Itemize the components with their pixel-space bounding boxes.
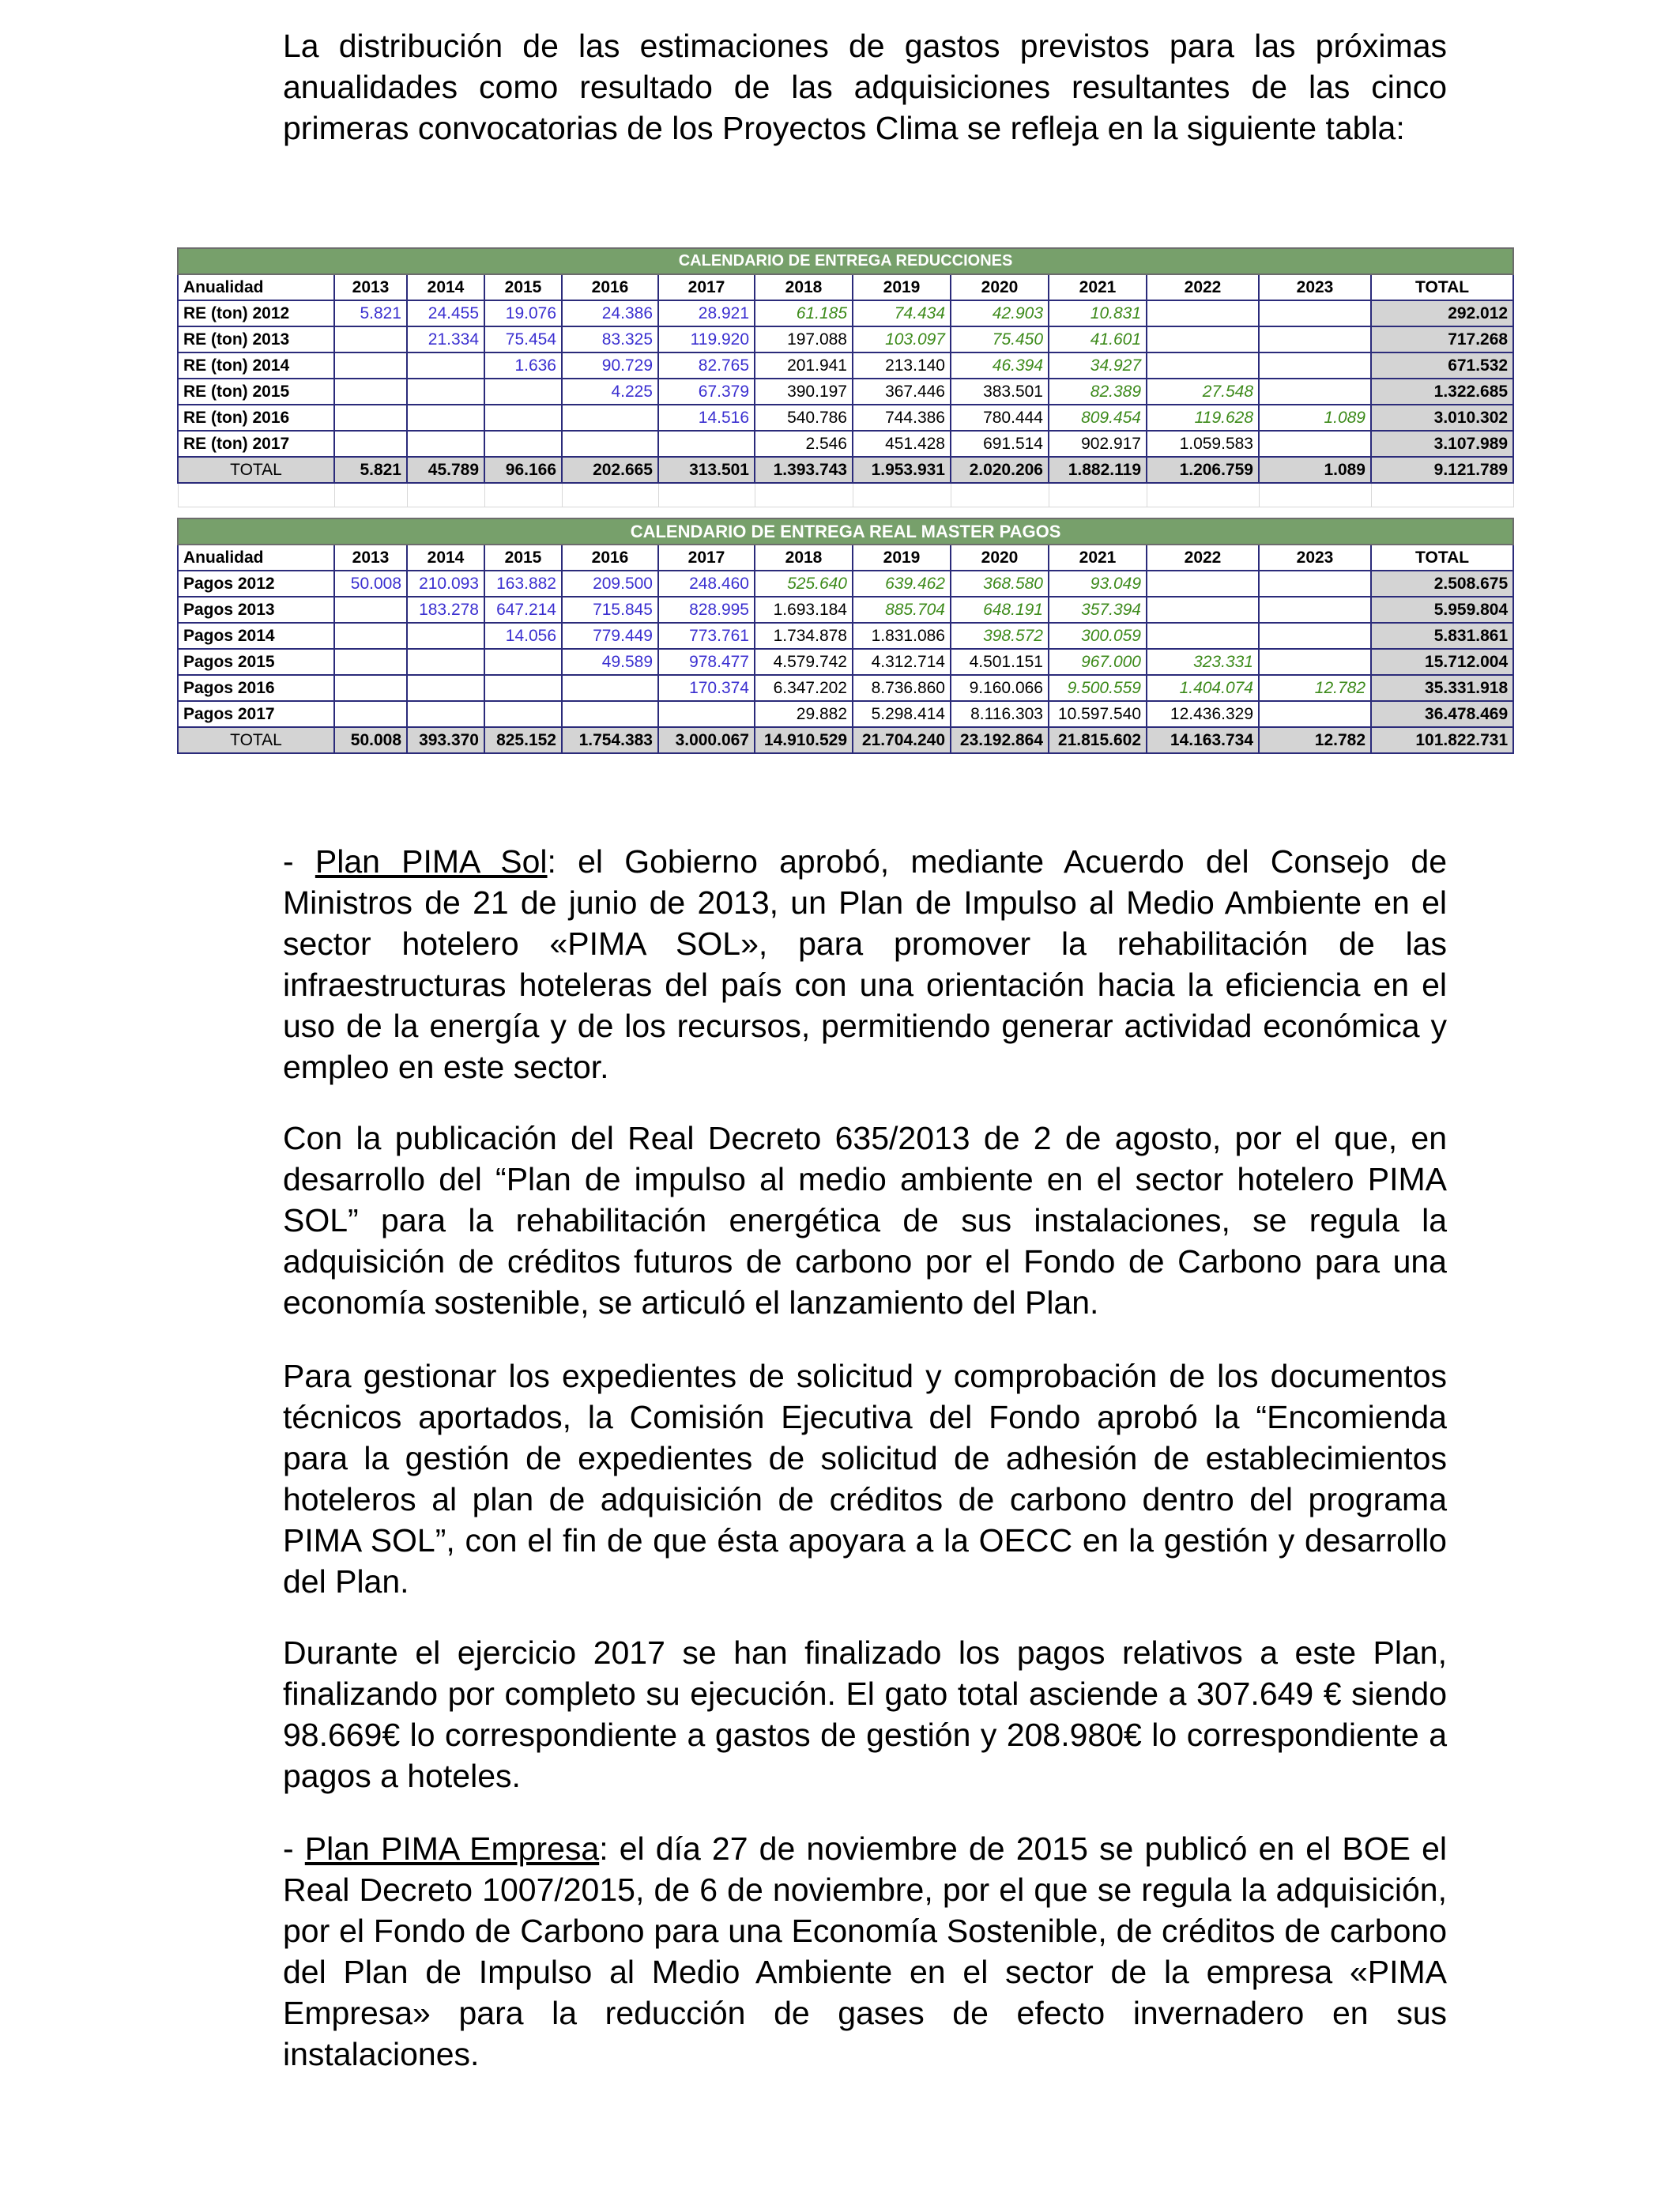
spacer-cell	[853, 483, 951, 507]
row-label: Pagos 2017	[178, 701, 334, 727]
column-header: 2013	[334, 545, 407, 571]
row-total: 35.331.918	[1371, 675, 1513, 701]
table-row	[178, 379, 1513, 405]
spacer-cell	[407, 483, 484, 507]
table-cell: 744.386	[853, 405, 951, 431]
table-cell	[334, 623, 407, 649]
table-row	[178, 326, 1513, 352]
reducciones-table	[177, 247, 1514, 507]
pima-empresa-prefix: -	[283, 1830, 305, 1867]
column-header: 2016	[562, 545, 658, 571]
table-row	[178, 405, 1513, 431]
table-cell	[1259, 379, 1371, 405]
table-cell	[1259, 649, 1371, 675]
table-row	[178, 571, 1513, 597]
table-cell: 24.455	[407, 300, 484, 326]
table-cell	[334, 597, 407, 623]
table-cell	[484, 649, 562, 675]
table-cell: 367.446	[853, 379, 951, 405]
total-cell: 12.782	[1259, 727, 1371, 753]
intro-paragraph: La distribución de las estimaciones de gastos previstos para las próximas anualidades como resultado de las adquisiciones resultantes de las cinco primeras convocatorias de los Proyectos Clima se refleja en la siguiente tabla:	[283, 28, 1447, 146]
table-cell: 21.334	[407, 326, 484, 352]
row-total: 3.010.302	[1371, 405, 1513, 431]
spacer-cell	[658, 483, 755, 507]
table-cell: 201.941	[755, 352, 853, 379]
pima-sol-text: : el Gobierno aprobó, mediante Acuerdo del Consejo de Ministros de 21 de junio de 2013, un Plan de Impulso al Medio Ambiente en el sector hotelero «PIMA SOL», para promover la rehabilitación de las infraestructuras hoteleras del país con una orientación hacia la eficiencia en el uso de la energía y de los recursos, permitiendo generar actividad económica y empleo en este sector.	[283, 843, 1447, 1085]
table-cell: 50.008	[334, 571, 407, 597]
table-cell: 1.059.583	[1147, 431, 1259, 457]
table-cell: 715.845	[562, 597, 658, 623]
table-cell	[334, 326, 407, 352]
table-cell: 12.782	[1259, 675, 1371, 701]
table-cell	[407, 405, 484, 431]
row-total: 36.478.469	[1371, 701, 1513, 727]
table-cell: 967.000	[1049, 649, 1147, 675]
table-cell: 14.516	[658, 405, 755, 431]
table-cell: 639.462	[853, 571, 951, 597]
table-cell: 4.579.742	[755, 649, 853, 675]
table-cell: 4.225	[562, 379, 658, 405]
table-row	[178, 675, 1513, 701]
row-label: Pagos 2014	[178, 623, 334, 649]
column-header: 2020	[951, 274, 1049, 300]
total-cell: 1.393.743	[755, 457, 853, 483]
total-cell: 393.370	[407, 727, 484, 753]
table-cell	[484, 431, 562, 457]
total-row	[178, 457, 1513, 483]
table-cell: 368.580	[951, 571, 1049, 597]
column-header: 2018	[755, 545, 853, 571]
pagos-table-wrap	[177, 518, 1512, 754]
table-cell: 1.693.184	[755, 597, 853, 623]
spacer-cell	[484, 483, 562, 507]
table-cell: 46.394	[951, 352, 1049, 379]
table-cell: 8.736.860	[853, 675, 951, 701]
table-cell: 119.628	[1147, 405, 1259, 431]
spacer-cell	[334, 483, 407, 507]
table-cell: 1.734.878	[755, 623, 853, 649]
row-total: 15.712.004	[1371, 649, 1513, 675]
table-cell: 691.514	[951, 431, 1049, 457]
table-cell: 5.821	[334, 300, 407, 326]
table-cell	[1259, 352, 1371, 379]
row-label: Pagos 2012	[178, 571, 334, 597]
table-cell: 12.436.329	[1147, 701, 1259, 727]
total-cell: 1.206.759	[1147, 457, 1259, 483]
row-total: 5.831.861	[1371, 623, 1513, 649]
table-cell	[334, 701, 407, 727]
spacer-row	[178, 483, 1513, 507]
total-row	[178, 727, 1513, 753]
row-total: 292.012	[1371, 300, 1513, 326]
total-cell: 1.882.119	[1049, 457, 1147, 483]
table-cell: 74.434	[853, 300, 951, 326]
table-row	[178, 649, 1513, 675]
table-cell: 14.056	[484, 623, 562, 649]
table-cell	[334, 379, 407, 405]
table-cell: 779.449	[562, 623, 658, 649]
spacer-cell	[1371, 483, 1513, 507]
table-cell: 42.903	[951, 300, 1049, 326]
table-cell: 1.831.086	[853, 623, 951, 649]
table-cell	[484, 675, 562, 701]
table-cell	[1259, 326, 1371, 352]
table-row	[178, 597, 1513, 623]
table-cell: 648.191	[951, 597, 1049, 623]
table-cell	[1147, 571, 1259, 597]
reducciones-table-wrap	[177, 247, 1512, 507]
column-header: 2023	[1259, 274, 1371, 300]
total-cell: 23.192.864	[951, 727, 1049, 753]
table-cell	[484, 701, 562, 727]
table-cell: 93.049	[1049, 571, 1147, 597]
total-cell: 202.665	[562, 457, 658, 483]
column-header: 2017	[658, 545, 755, 571]
pagos-table	[177, 518, 1514, 754]
table-cell	[1147, 300, 1259, 326]
column-header: 2019	[853, 274, 951, 300]
row-label: RE (ton) 2017	[178, 431, 334, 457]
table-cell: 885.704	[853, 597, 951, 623]
column-header: 2018	[755, 274, 853, 300]
table-cell: 4.501.151	[951, 649, 1049, 675]
table-cell	[407, 649, 484, 675]
column-header: TOTAL	[1371, 274, 1513, 300]
table-cell	[1147, 352, 1259, 379]
table-cell: 183.278	[407, 597, 484, 623]
table-cell	[407, 701, 484, 727]
table-cell: 8.116.303	[951, 701, 1049, 727]
total-cell: 5.821	[334, 457, 407, 483]
table-cell	[562, 701, 658, 727]
table-cell	[1259, 300, 1371, 326]
table-cell: 75.450	[951, 326, 1049, 352]
table-cell: 28.921	[658, 300, 755, 326]
table-cell: 248.460	[658, 571, 755, 597]
row-label: RE (ton) 2012	[178, 300, 334, 326]
column-header: 2019	[853, 545, 951, 571]
table-cell: 398.572	[951, 623, 1049, 649]
pima-sol-prefix: -	[283, 843, 315, 880]
table-cell	[334, 649, 407, 675]
table-cell	[658, 431, 755, 457]
table-cell	[484, 405, 562, 431]
total-cell: 14.163.734	[1147, 727, 1259, 753]
table-cell	[1259, 597, 1371, 623]
table-title-row	[178, 518, 1513, 545]
spacer-cell	[755, 483, 853, 507]
table-cell: 525.640	[755, 571, 853, 597]
column-header: 2022	[1147, 545, 1259, 571]
table-cell: 6.347.202	[755, 675, 853, 701]
table-cell: 540.786	[755, 405, 853, 431]
table-cell: 83.325	[562, 326, 658, 352]
table-cell: 61.185	[755, 300, 853, 326]
table-header-row	[178, 274, 1513, 300]
column-header: 2014	[407, 274, 484, 300]
table-cell: 82.389	[1049, 379, 1147, 405]
column-header: 2021	[1049, 545, 1147, 571]
grand-total: 101.822.731	[1371, 727, 1513, 753]
table-cell: 170.374	[658, 675, 755, 701]
spacer-cell	[1049, 483, 1147, 507]
table-cell	[1259, 623, 1371, 649]
total-cell: 1.089	[1259, 457, 1371, 483]
table-cell: 1.636	[484, 352, 562, 379]
total-label: TOTAL	[178, 727, 334, 753]
column-header: 2023	[1259, 545, 1371, 571]
table-cell	[562, 675, 658, 701]
table-cell: 213.140	[853, 352, 951, 379]
table-cell: 163.882	[484, 571, 562, 597]
table-cell: 24.386	[562, 300, 658, 326]
table-cell: 773.761	[658, 623, 755, 649]
table-cell: 90.729	[562, 352, 658, 379]
table-cell: 41.601	[1049, 326, 1147, 352]
total-cell: 1.953.931	[853, 457, 951, 483]
table-row	[178, 352, 1513, 379]
table-cell: 902.917	[1049, 431, 1147, 457]
total-cell: 50.008	[334, 727, 407, 753]
total-cell: 96.166	[484, 457, 562, 483]
table-cell: 27.548	[1147, 379, 1259, 405]
table-title: CALENDARIO DE ENTREGA REDUCCIONES	[178, 248, 1513, 274]
real-decreto-paragraph: Con la publicación del Real Decreto 635/2013 de 2 de agosto, por el que, en desarrollo del “Plan de impulso al medio ambiente en el sector hotelero PIMA SOL” para la rehabilitación energética de sus instalaciones, se regula la adquisición de créditos futuros de carbono por el Fondo de Carbono para una economía sostenible, se articuló el lanzamiento del Plan.	[283, 1120, 1447, 1321]
table-cell: 75.454	[484, 326, 562, 352]
spacer-cell	[1147, 483, 1259, 507]
table-row	[178, 623, 1513, 649]
column-header: Anualidad	[178, 545, 334, 571]
table-cell: 197.088	[755, 326, 853, 352]
table-cell: 5.298.414	[853, 701, 951, 727]
table-cell	[334, 675, 407, 701]
row-label: Pagos 2016	[178, 675, 334, 701]
column-header: 2014	[407, 545, 484, 571]
column-header: 2020	[951, 545, 1049, 571]
row-total: 2.508.675	[1371, 571, 1513, 597]
total-cell: 825.152	[484, 727, 562, 753]
table-cell: 390.197	[755, 379, 853, 405]
table-cell: 9.500.559	[1049, 675, 1147, 701]
table-cell	[484, 379, 562, 405]
column-header: 2022	[1147, 274, 1259, 300]
table-cell	[334, 431, 407, 457]
spacer-cell	[178, 483, 334, 507]
spacer-cell	[951, 483, 1049, 507]
table-cell: 978.477	[658, 649, 755, 675]
table-cell: 647.214	[484, 597, 562, 623]
total-cell: 3.000.067	[658, 727, 755, 753]
ejercicio-paragraph: Durante el ejercicio 2017 se han finalizado los pagos relativos a este Plan, finalizando por completo su ejecución. El gato total asciende a 307.649 € siendo 98.669€ lo correspondiente a gastos de gestión y 208.980€ lo correspondiente a pagos a hoteles.	[283, 1634, 1447, 1794]
table-cell: 82.765	[658, 352, 755, 379]
table-cell: 828.995	[658, 597, 755, 623]
table-cell: 780.444	[951, 405, 1049, 431]
total-cell: 1.754.383	[562, 727, 658, 753]
column-header: 2021	[1049, 274, 1147, 300]
table-row	[178, 431, 1513, 457]
table-cell: 34.927	[1049, 352, 1147, 379]
table-cell: 209.500	[562, 571, 658, 597]
total-cell: 313.501	[658, 457, 755, 483]
table-cell: 300.059	[1049, 623, 1147, 649]
table-cell	[1147, 597, 1259, 623]
row-label: RE (ton) 2015	[178, 379, 334, 405]
pima-sol-heading: Plan PIMA Sol	[315, 843, 548, 880]
pima-empresa-heading: Plan PIMA Empresa	[304, 1830, 600, 1867]
table-cell	[407, 431, 484, 457]
table-cell: 9.160.066	[951, 675, 1049, 701]
column-header: 2013	[334, 274, 407, 300]
table-cell	[1259, 571, 1371, 597]
column-header: 2015	[484, 274, 562, 300]
table-cell	[1259, 431, 1371, 457]
table-cell: 49.589	[562, 649, 658, 675]
spacer-cell	[562, 483, 658, 507]
row-label: RE (ton) 2014	[178, 352, 334, 379]
table-cell: 1.089	[1259, 405, 1371, 431]
table-cell: 451.428	[853, 431, 951, 457]
table-cell	[407, 379, 484, 405]
table-cell	[407, 352, 484, 379]
table-cell	[334, 352, 407, 379]
table-title: CALENDARIO DE ENTREGA REAL MASTER PAGOS	[178, 518, 1513, 545]
table-cell	[658, 701, 755, 727]
table-cell	[1147, 623, 1259, 649]
row-total: 1.322.685	[1371, 379, 1513, 405]
table-cell: 1.404.074	[1147, 675, 1259, 701]
table-cell: 210.093	[407, 571, 484, 597]
table-cell: 10.831	[1049, 300, 1147, 326]
table-cell: 10.597.540	[1049, 701, 1147, 727]
table-cell	[562, 431, 658, 457]
total-cell: 2.020.206	[951, 457, 1049, 483]
spacer-cell	[1259, 483, 1371, 507]
column-header: Anualidad	[178, 274, 334, 300]
row-total: 5.959.804	[1371, 597, 1513, 623]
row-label: RE (ton) 2013	[178, 326, 334, 352]
column-header: 2015	[484, 545, 562, 571]
table-cell: 383.501	[951, 379, 1049, 405]
total-label: TOTAL	[178, 457, 334, 483]
table-row	[178, 300, 1513, 326]
table-cell	[407, 623, 484, 649]
row-total: 671.532	[1371, 352, 1513, 379]
table-cell	[1147, 326, 1259, 352]
table-cell: 19.076	[484, 300, 562, 326]
table-cell: 67.379	[658, 379, 755, 405]
table-cell: 29.882	[755, 701, 853, 727]
table-cell	[562, 405, 658, 431]
row-label: Pagos 2013	[178, 597, 334, 623]
total-cell: 21.704.240	[853, 727, 951, 753]
pima-empresa-paragraph	[283, 1828, 1447, 2075]
table-cell	[334, 405, 407, 431]
pima-sol-paragraph	[283, 841, 1447, 1088]
table-title-row	[178, 248, 1513, 274]
table-cell: 4.312.714	[853, 649, 951, 675]
table-cell: 357.394	[1049, 597, 1147, 623]
column-header: 2017	[658, 274, 755, 300]
table-row	[178, 701, 1513, 727]
row-total: 717.268	[1371, 326, 1513, 352]
total-cell: 21.815.602	[1049, 727, 1147, 753]
table-cell	[407, 675, 484, 701]
row-label: Pagos 2015	[178, 649, 334, 675]
table-cell: 103.097	[853, 326, 951, 352]
row-total: 3.107.989	[1371, 431, 1513, 457]
table-cell: 323.331	[1147, 649, 1259, 675]
total-cell: 14.910.529	[755, 727, 853, 753]
table-header-row	[178, 545, 1513, 571]
total-cell: 45.789	[407, 457, 484, 483]
table-cell	[1259, 701, 1371, 727]
grand-total: 9.121.789	[1371, 457, 1513, 483]
row-label: RE (ton) 2016	[178, 405, 334, 431]
gestionar-paragraph: Para gestionar los expedientes de solicitud y comprobación de los documentos técnicos aportados, la Comisión Ejecutiva del Fondo aprobó la “Encomienda para la gestión de expedientes de solicitud de adhesión de establecimientos hoteleros al plan de adquisición de créditos de carbono dentro del programa PIMA SOL”, con el fin de que ésta apoyara a la OECC en la gestión y desarrollo del Plan.	[283, 1358, 1447, 1600]
pima-empresa-text: : el día 27 de noviembre de 2015 se publicó en el BOE el Real Decreto 1007/2015, de 6 de noviembre, por el que se regula la adquisición, por el Fondo de Carbono para una Economía Sostenible, de créditos de carbono del Plan de Impulso al Medio Ambiente en el sector de la empresa «PIMA Empresa» para la reducción de gases de efecto invernadero en sus instalaciones.	[283, 1830, 1447, 2072]
table-cell: 809.454	[1049, 405, 1147, 431]
table-cell: 2.546	[755, 431, 853, 457]
column-header: 2016	[562, 274, 658, 300]
column-header: TOTAL	[1371, 545, 1513, 571]
table-cell: 119.920	[658, 326, 755, 352]
